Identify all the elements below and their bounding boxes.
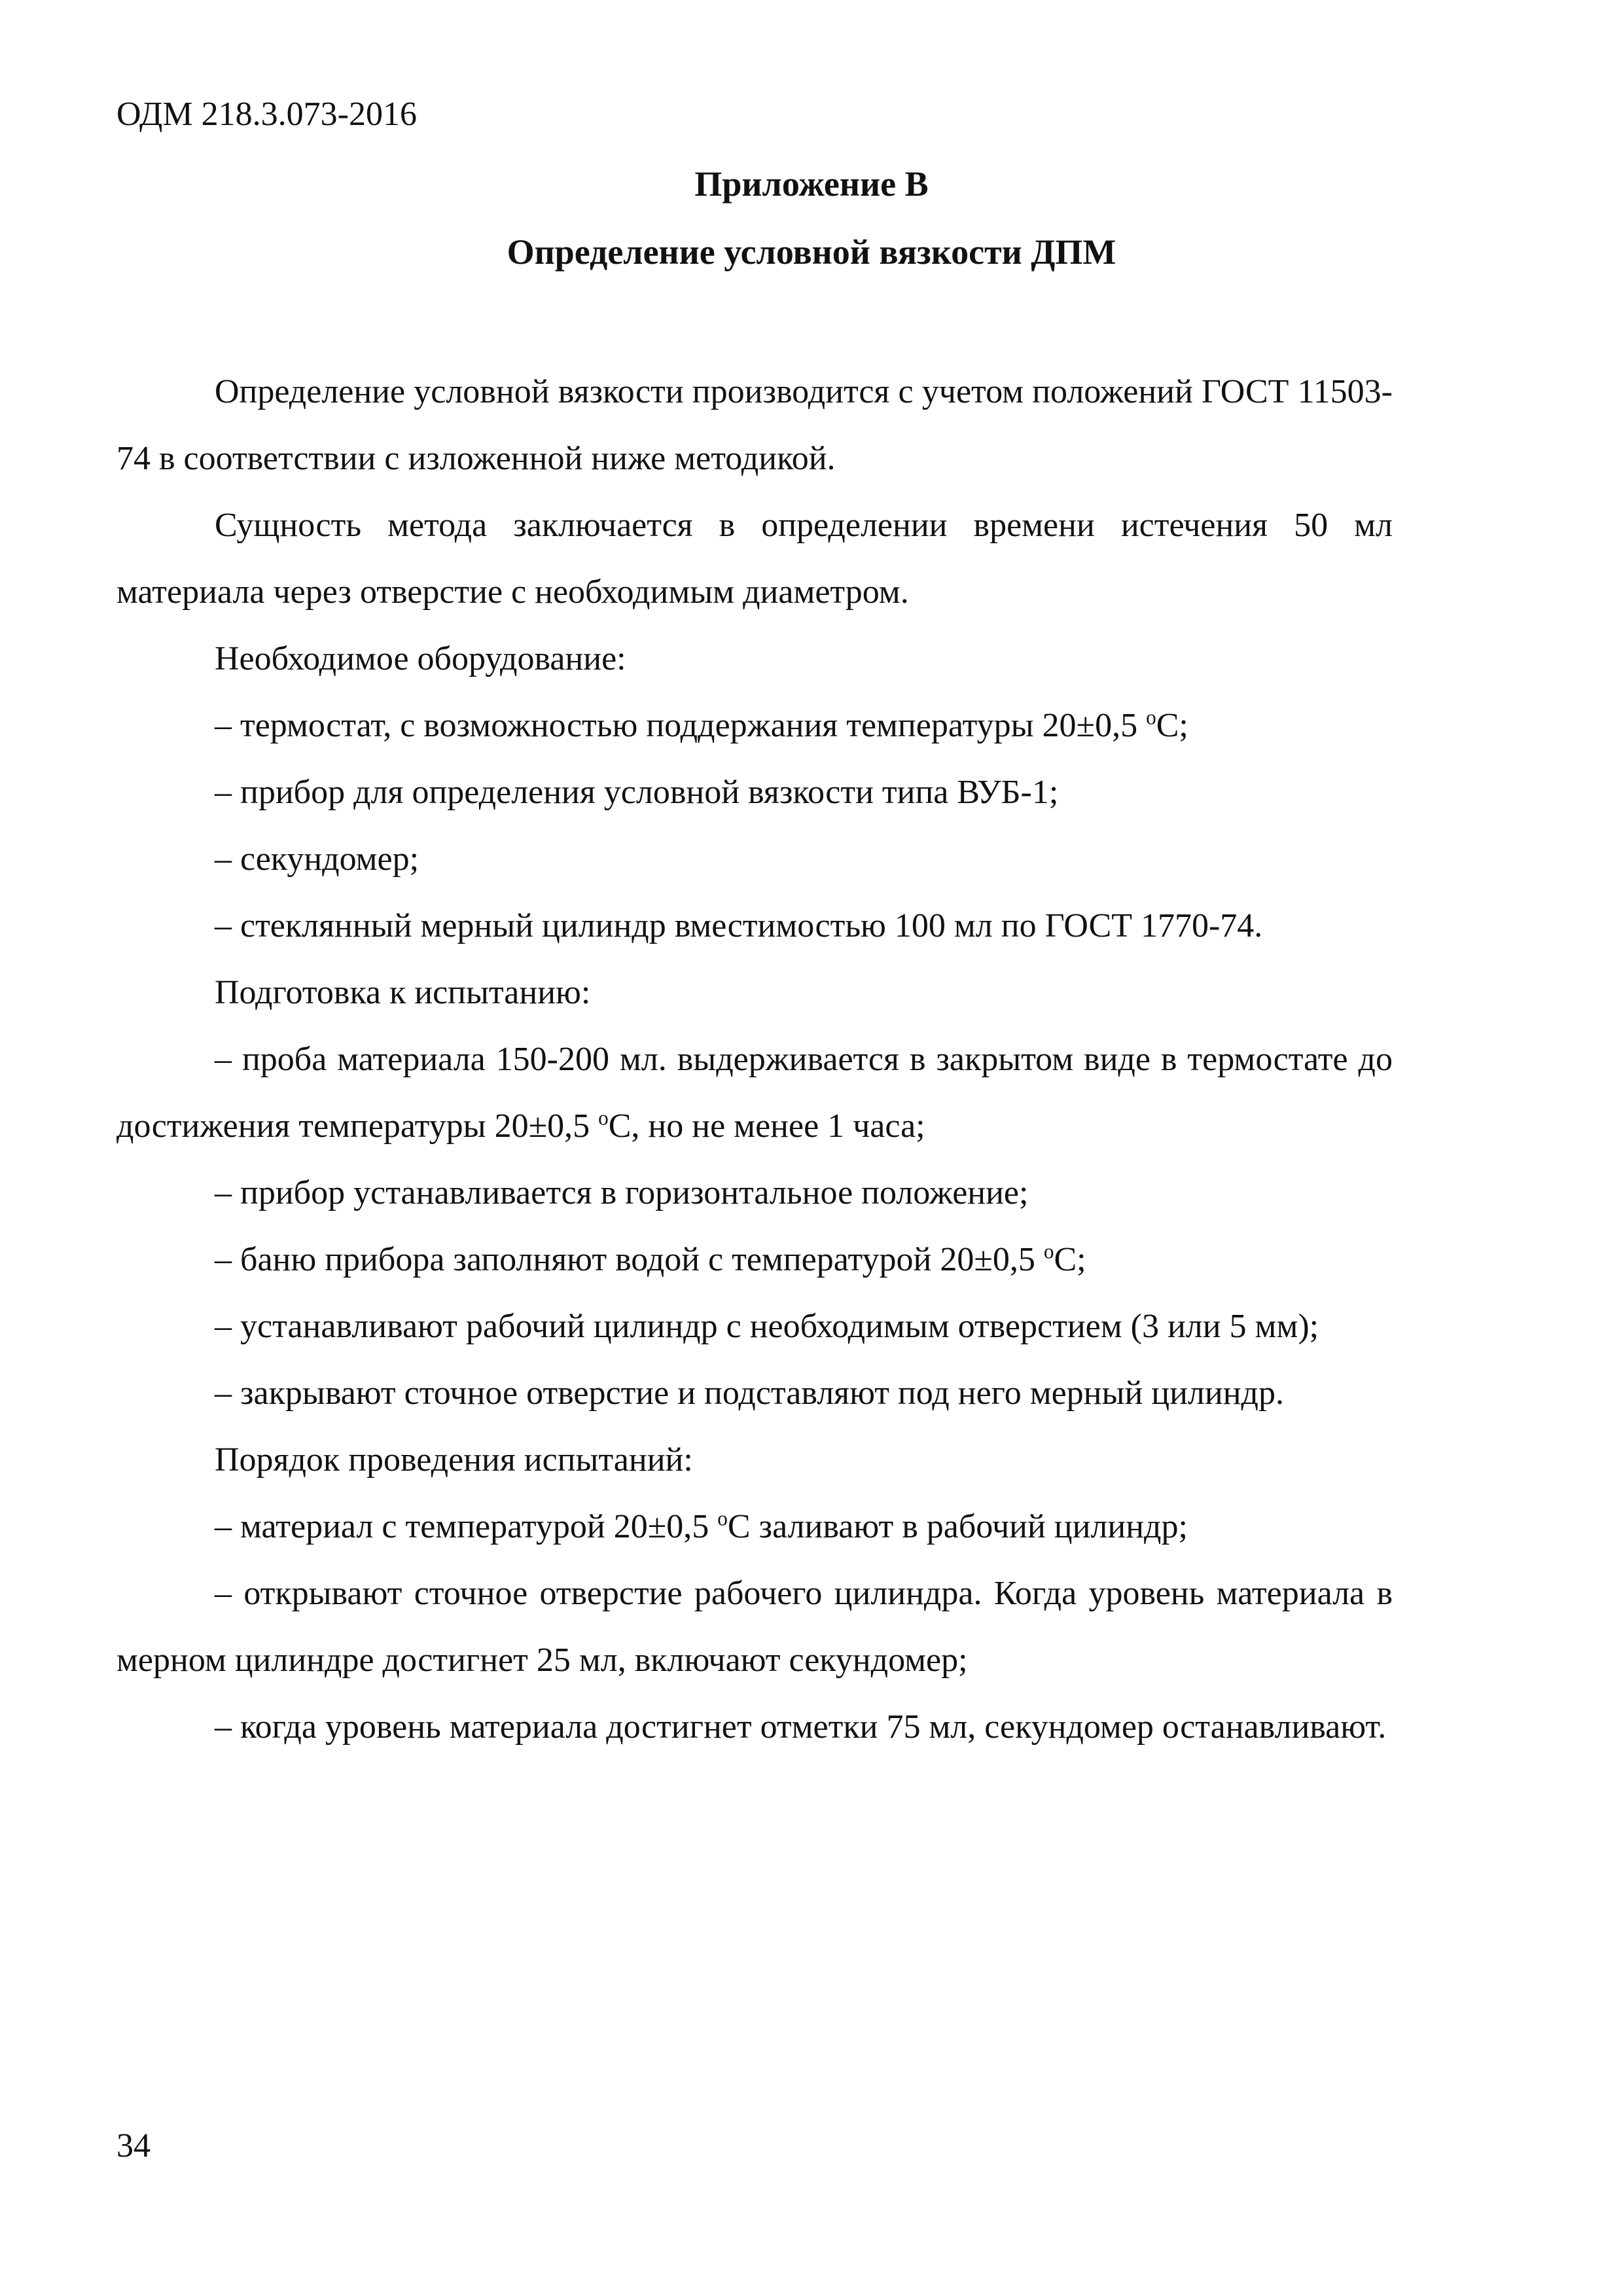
procedure-item-open-drain: – открывают сточное отверстие рабочего цилиндра. Когда уровень материала в мерном цилиндре достигнет 25 мл, включают секундомер;: [116, 1575, 1393, 1679]
equipment-item-text: – термостат, с возможностью поддержания температуры 20±0,5: [215, 707, 1147, 744]
preparation-item-working-cylinder: – устанавливают рабочий цилиндр с необходимым отверстием (3 или 5 мм);: [215, 1308, 1319, 1345]
preparation-item-text: С;: [1054, 1241, 1086, 1278]
equipment-heading: Необходимое оборудование:: [215, 640, 626, 677]
method-essence-paragraph: Сущность метода заключается в определении времени истечения 50 мл материала через отверстие с необходимым диаметром.: [116, 507, 1393, 611]
degree-sign: о: [598, 1106, 609, 1130]
degree-sign: о: [1146, 706, 1156, 729]
section-title: Определение условной вязкости ДПМ: [507, 232, 1116, 272]
preparation-item-drain: – закрывают сточное отверстие и подставляют под него мерный цилиндр.: [215, 1374, 1284, 1412]
degree-sign: о: [1043, 1240, 1054, 1263]
procedure-item-text: С заливают в рабочий цилиндр;: [727, 1508, 1188, 1545]
equipment-item-viscometer: – прибор для определения условной вязкости типа ВУБ-1;: [215, 774, 1059, 811]
preparation-item-level: – прибор устанавливается в горизонтальное положение;: [215, 1174, 1029, 1211]
preparation-item-text: С, но не менее 1 часа;: [608, 1107, 925, 1145]
preparation-item-sample: [116, 1026, 1393, 1160]
document-code: ОДМ 218.3.073-2016: [116, 96, 417, 133]
procedure-heading: Порядок проведения испытаний:: [215, 1441, 693, 1479]
body-text: [116, 359, 1393, 1761]
procedure-item-text: – материал с температурой 20±0,5: [215, 1508, 718, 1545]
preparation-heading: Подготовка к испытанию:: [215, 974, 591, 1011]
page-number: 34: [116, 2127, 151, 2164]
equipment-item-thermostat: [116, 692, 1393, 759]
preparation-item-text: – баню прибора заполняют водой с температурой 20±0,5: [215, 1241, 1044, 1278]
equipment-item-stopwatch: – секундомер;: [215, 840, 419, 878]
equipment-item-cylinder: – стеклянный мерный цилиндр вместимостью 100 мл по ГОСТ 1770-74.: [215, 907, 1263, 944]
equipment-item-text: С;: [1156, 707, 1188, 744]
procedure-item-stop: – когда уровень материала достигнет отметки 75 мл, секундомер останавливают.: [215, 1708, 1387, 1746]
appendix-title: Приложение В: [694, 164, 929, 204]
preparation-item-bath: [116, 1227, 1393, 1293]
procedure-item-pour: [116, 1494, 1393, 1560]
intro-paragraph: Определение условной вязкости производится с учетом положений ГОСТ 11503-74 в соответствии с изложенной ниже методикой.: [116, 373, 1393, 477]
degree-sign: о: [717, 1507, 728, 1530]
preparation-item-text: – проба материала 150-200 мл. выдерживается в закрытом виде в термостате до достижения температуры 20±0,5: [116, 1041, 1393, 1145]
